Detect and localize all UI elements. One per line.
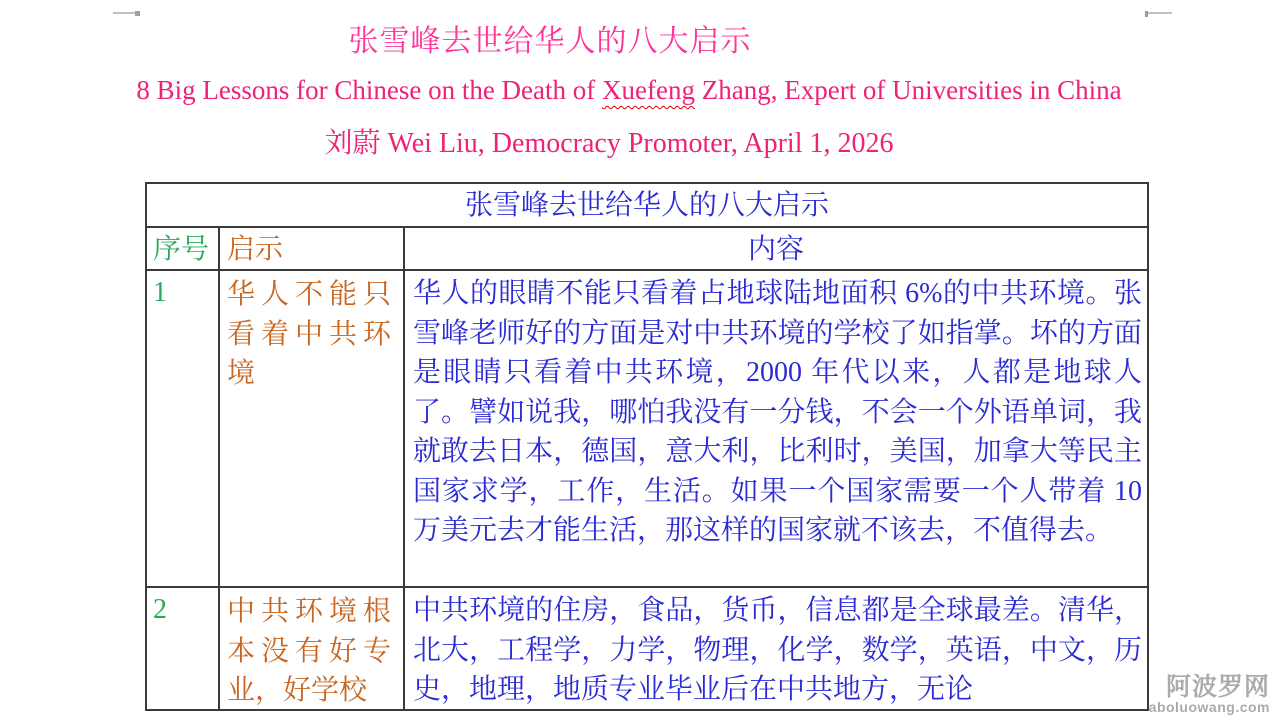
table-caption: 张雪峰去世给华人的八大启示 <box>146 183 1148 227</box>
table-caption-row <box>146 183 1148 227</box>
row-1-number: 1 <box>146 270 219 587</box>
spellcheck-underlined-word: Xuefeng <box>602 75 695 105</box>
table-header-row <box>146 227 1148 271</box>
watermark-site-name: 阿波罗网 <box>1165 673 1270 701</box>
table-row-2 <box>146 587 1148 710</box>
page-corner-mark-left <box>113 12 140 14</box>
lessons-table <box>145 182 1149 711</box>
column-header-number: 序号 <box>146 227 219 271</box>
document-byline: 刘蔚 Wei Liu, Democracy Promoter, April 1, 2026 <box>324 128 894 159</box>
document-title: 张雪峰去世给华人的八大启示 <box>348 25 752 58</box>
column-header-content: 内容 <box>404 227 1148 271</box>
row-1-lesson: 华人不能只看着中共环境 <box>219 270 404 587</box>
subtitle-text-before: 8 Big Lessons for Chinese on the Death of <box>136 75 603 105</box>
row-2-content-text: 中共环境的住房，食品，货币，信息都是全球最差。清华，北大，工程学，力学，物理，化学，数学，英语，中文，历史，地理，地质专业毕业后在中共地方，无论 <box>413 595 1142 705</box>
subtitle-text-after: Zhang, Expert of Universities in China <box>694 75 1122 105</box>
watermark-site-url: aboluowang.com <box>1148 699 1270 715</box>
row-2-number: 2 <box>146 587 219 710</box>
row-2-lesson <box>219 587 404 710</box>
site-watermark <box>1149 674 1270 715</box>
page-corner-mark-right <box>1145 12 1172 14</box>
row-1-content: 华人的眼睛不能只看着占地球陆地面积 6%的中共环境。张雪峰老师好的方面是对中共环境的学校了如指掌。坏的方面是眼睛只看着中共环境，2000 年代以来，人都是地球人了。譬如说我，哪怕我没有一分钱，不会一个外语单词，我就敢去日本，德国，意大利，比利时，美国，加拿大等民主国家求学，工作，生活。如果一个国家需要一个人带着 10 万美元去才能生活，那这样的国家就不该去，不值得去。 <box>404 270 1148 587</box>
column-header-lesson: 启示 <box>219 227 404 271</box>
row-2-lesson-text: 中共环境根本没有好专业，好学校 <box>227 595 391 705</box>
document-subtitle <box>0 75 1258 106</box>
row-2-content <box>404 587 1148 710</box>
table-row-1 <box>146 270 1148 587</box>
